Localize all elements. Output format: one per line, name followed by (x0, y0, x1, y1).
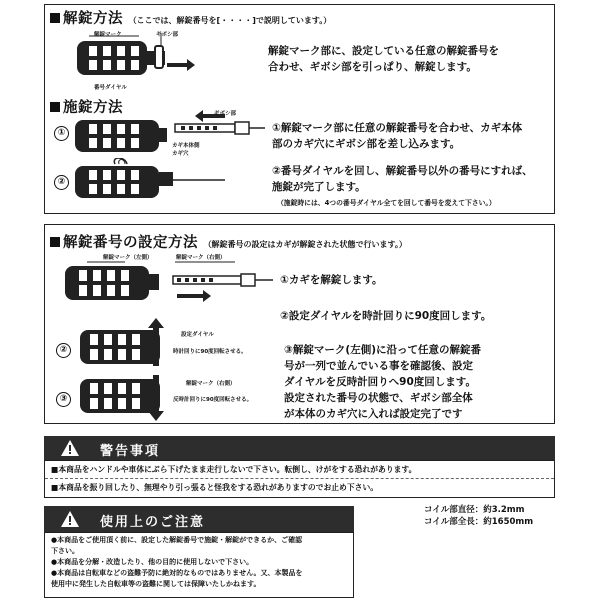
warning-header (44, 436, 555, 460)
lock-label-keyhole: カギ本体側 (172, 143, 200, 149)
caution-line: ●本商品を分解・改造したり、他の目的に使用しないで下さい。 (51, 558, 254, 566)
caution-line: ●本商品は自転車などの盗難予防に絶対的なものではありません。又、本製品を (51, 569, 303, 577)
lock-step2-number: ② (54, 175, 69, 190)
heading-square-icon (50, 13, 60, 23)
setting-subtitle: （解錠番号の設定はカギが解錠された状態で行います。） (203, 240, 407, 249)
lock-heading: 施錠方法 (50, 96, 123, 117)
spec-diameter: コイル部直径：約3.2mm (424, 505, 525, 515)
unlock-label-gibosi: ギボシ部 (156, 32, 179, 38)
caution-line: 下さい。 (51, 547, 79, 555)
caution-line: 使用中に発生した自転車等の盗難に関しては保障いたしかねます。 (51, 580, 261, 588)
spec-length: コイル部全長：約1650mm (424, 517, 534, 527)
setting-label-dial: 設定ダイヤル (181, 332, 214, 338)
warning-line: ■本商品をハンドルや車体にぶら下げたまま走行しないで下さい。転倒し、けがをする恐れがあります。 (45, 461, 554, 479)
heading-square-icon (50, 102, 60, 112)
lock-step2-note: （施錠時には、4つの番号ダイヤル全てを回して番号を変えて下さい。） (277, 199, 496, 207)
setting-step2-illustration (80, 316, 170, 376)
unlock-subtitle: （ここでは、解錠番号を[・・・・]で説明しています。） (128, 16, 332, 25)
lock-step2-illustration (75, 158, 265, 198)
heading-square-icon (50, 237, 60, 247)
caution-triangle-icon (60, 510, 80, 528)
setting-label-cw: 時計回りに90度回転させる。 (173, 349, 247, 355)
caution-title: 使用上のご注意 (100, 515, 206, 530)
lock-step2-text: ②番号ダイヤルを回し、解錠番号以外の番号にすれば、 施錠が完了します。 (272, 165, 533, 193)
setting-label-ccw: 反時計回りに90度回転させる。 (173, 397, 253, 403)
warning-box (44, 460, 555, 498)
setting-step2-number: ② (56, 343, 71, 358)
setting-heading: 解錠番号の設定方法 （解錠番号の設定はカギが解錠された状態で行います。） (50, 231, 407, 252)
lock-step1-text: ①解錠マーク部に任意の解錠番号を合わせ、カギ本体 部のカギ穴にギボシ部を差し込みます。 (272, 122, 523, 150)
caution-header (44, 506, 354, 532)
caution-box (44, 532, 354, 598)
setting-step3-text: ③解錠マーク(左側)に沿って任意の解錠番 号が一列で並んでいる事を確認後、設定 ダイヤルを反時計回りへ90度回します。 設定された番号の状態で、ギボシ部全体 が本体のカギ穴に入れば設定完了です (284, 344, 481, 420)
specs (424, 504, 533, 528)
lock-label-gibosi: ギボシ部 (214, 111, 237, 117)
setting-step3-illustration (80, 373, 170, 423)
warning-triangle-icon (60, 439, 80, 457)
setting-label-mark-right-2: 解錠マーク（右側） (186, 381, 236, 387)
warning-title: 警告事項 (100, 444, 161, 459)
warning-line: ■本商品を振り回したり、無理やり引っ張ると怪我をする恐れがありますのでお止め下さい。 (51, 483, 379, 492)
setting-label-mark-right: 解錠マーク（右側） (176, 255, 226, 261)
setting-step1-text: ①カギを解錠します。 (280, 274, 383, 286)
lock-step1-illustration (75, 108, 265, 158)
unlock-label-dial: 番号ダイヤル (94, 85, 127, 91)
unlock-label-mark: 解錠マーク (94, 32, 122, 38)
lock-step1-number: ① (54, 126, 69, 141)
unlock-heading: 解錠方法 （ここでは、解錠番号を[・・・・]で説明しています。） (50, 7, 331, 28)
setting-step3-number: ③ (56, 392, 71, 407)
lock-label-keyhole2: カギ穴 (172, 151, 189, 157)
setting-label-mark-left: 解錠マーク（左側） (103, 255, 153, 261)
caution-line: ●本商品をご使用頂く前に、設定した解錠番号で施錠・解錠ができるか、ご確認 (51, 536, 303, 544)
setting-step1-illustration (65, 258, 275, 308)
unlock-instructions: 解錠マーク部に、設定している任意の解錠番号を 合わせ、ギボシ部を引っぱり、解錠します。 (268, 45, 499, 73)
setting-step2-text: ②設定ダイヤルを時計回りに90度回します。 (280, 310, 492, 322)
unlock-lock-illustration (55, 27, 205, 97)
